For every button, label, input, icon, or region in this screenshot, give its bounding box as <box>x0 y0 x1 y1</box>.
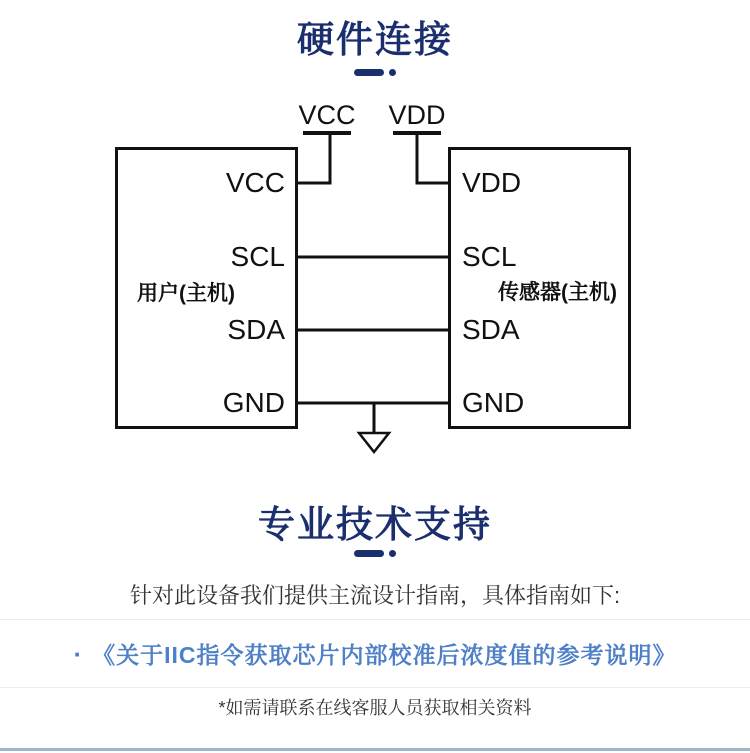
left-box-pin-sda: SDA <box>227 314 285 345</box>
left-box-pin-vcc: VCC <box>225 167 285 198</box>
left-box-pin-scl: SCL <box>230 241 285 272</box>
decoration-dot <box>389 550 396 557</box>
user-box-label: 用户(主机) <box>137 282 235 305</box>
decoration-dash <box>354 550 384 557</box>
vdd-rail-label: VDD <box>388 100 446 130</box>
right-box-pin-scl: SCL <box>462 241 517 272</box>
guide-link-row[interactable] <box>0 619 750 688</box>
bottom-divider-bar <box>0 748 750 751</box>
vcc-rail-label: VCC <box>298 100 356 130</box>
support-intro-text: 针对此设备我们提供主流设计指南，具体指南如下: <box>129 583 621 608</box>
bullet-dot: · <box>73 638 83 669</box>
guide-document-link[interactable]: 《关于IIC指令获取芯片内部校准后浓度值的参考说明》 <box>92 642 677 668</box>
ground-symbol-icon <box>359 433 389 452</box>
hardware-connection-title: 硬件连接 <box>297 19 453 60</box>
tech-support-title: 专业技术支持 <box>258 504 492 545</box>
right-box-pin-vdd: VDD <box>462 167 522 198</box>
footnote-text: *如需请联系在线客服人员获取相关资料 <box>218 698 532 718</box>
right-box-pin-sda: SDA <box>462 314 520 345</box>
title-underline-decoration <box>0 550 750 557</box>
left-box-pin-gnd: GND <box>222 387 285 418</box>
right-box-pin-gnd: GND <box>462 387 525 418</box>
sensor-box-label: 传感器(主机) <box>498 281 617 304</box>
